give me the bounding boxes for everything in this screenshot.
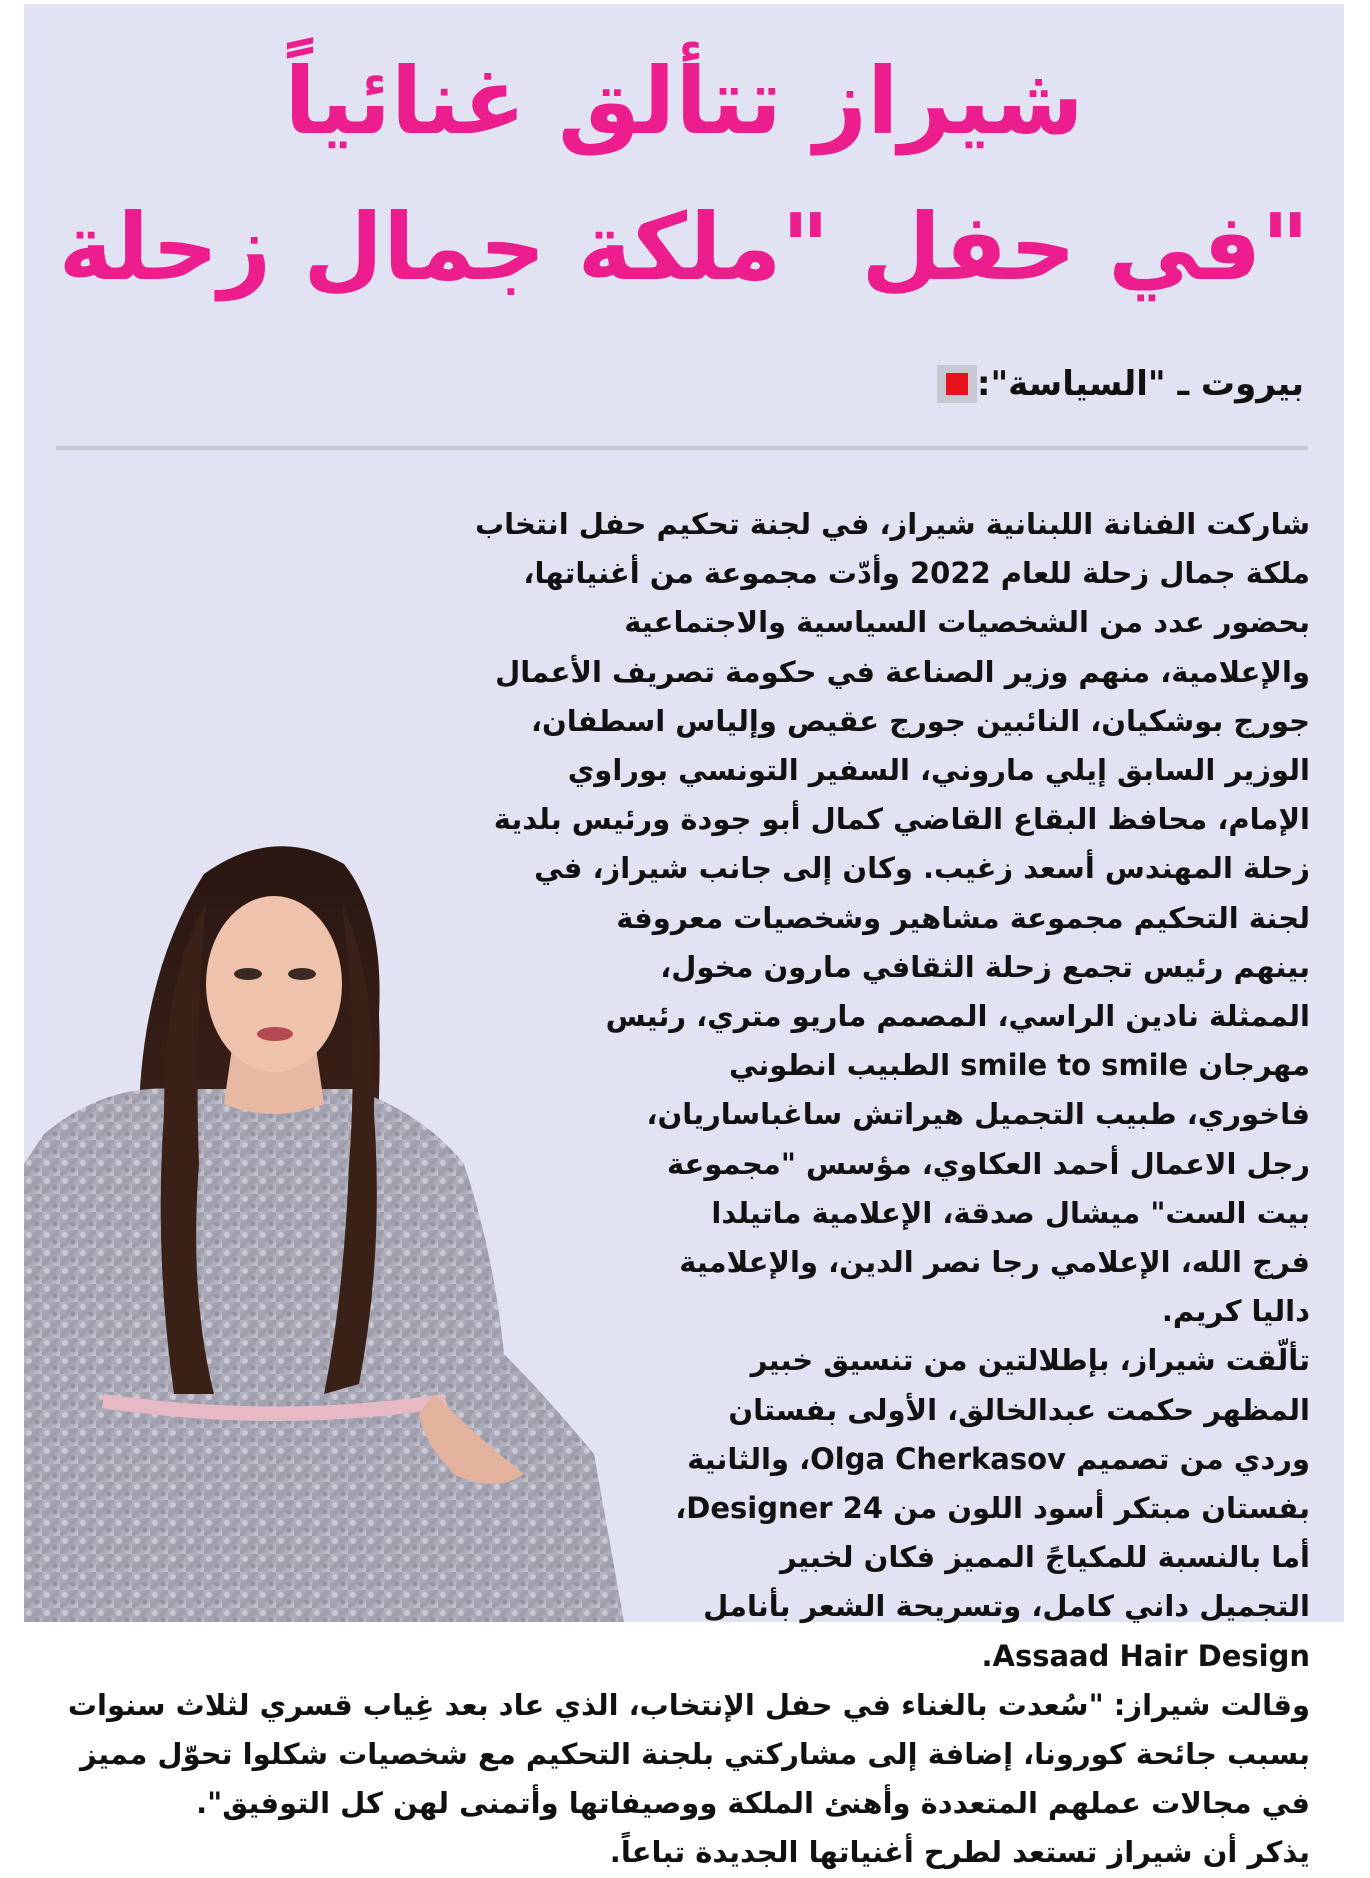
paragraph-1: شاركت الفنانة اللبنانية شيراز، في لجنة تحكيم حفل انتخاب ملكة جمال زحلة للعام 2022 وأدّت مجموعة من أغنياتها، بحضور عدد من الشخصيات السياسية والاجتماعية والإعلامية، منهم وزير الصناعة في حكومة تصريف الأعمال جورج بوشكيان، النائبين جورج عقيص وإلياس اسطفان، الوزير السابق إيلي ماروني، السفير التونسي بوراوي الإمام، محافظ البقاع القاضي كمال أبو جودة ورئيس بلدية زحلة المهندس أسعد زغيب. وكان إلى جانب شيراز، في لجنة التحكيم مجموعة مشاهير وشخصيات معروفة بينهم رئيس تجمع زحلة الثقافي مارون مخول، الممثلة نادين الراسي، المصمم ماريو متري، رئيس مهرجان smile to smile الطبيب انطوني فاخوري، طبيب التجميل هيراتش ساغباساريان، رجل الاعمال أحمد العكاوي، مؤسس "مجموعة بيت الست" ميشال صدقة، الإعلامية ماتيلدا فرج الله، الإعلامي رجا نصر الدين، والإعلامية داليا كريم. [475,507,1310,1329]
article-body [54,500,1310,1878]
paragraph-3: وقالت شيراز: "سُعدت بالغناء في حفل الإنتخاب، الذي عاد بعد غِياب قسري لثلاث سنوات بسبب جائحة كورونا، إضافة إلى مشاركتي بلجنة التحكيم مع شخصيات شكلوا تحوّل مميز في مجالات عملهم المتعددة وأهنئ الملكة ووصيفاتها وأتمنى لهن كل التوفيق". [67,1687,1310,1821]
red-square-bullet-icon [937,365,977,403]
article-page [24,4,1344,1870]
headline-line-2: في حفل "ملكة جمال زحلة" [58,194,1310,301]
paragraph-2: تألّقت شيراز، بإطلالتين من تنسيق خبير المظهر حكمت عبدالخالق، الأولى بفستان وردي من تصميم Olga Cherkasov، والثانية بفستان مبتكر أسود اللون من Designer 24، أما بالنسبة للمكياجً المميز فكان لخبير التجميل داني كامل، وتسريحة الشعر بأنامل Assaad Hair Design. [675,1343,1310,1673]
photo-wrap-spacer [54,818,674,1638]
headline-line-1: شيراز تتألق غنائياً [284,48,1084,155]
divider [56,446,1308,450]
paragraph-4: يذكر أن شيراز تستعد لطرح أغنياتها الجديدة تباعاً. [609,1835,1310,1870]
dateline [921,364,1304,404]
dateline-text: بيروت ـ "السياسة": [976,364,1304,404]
